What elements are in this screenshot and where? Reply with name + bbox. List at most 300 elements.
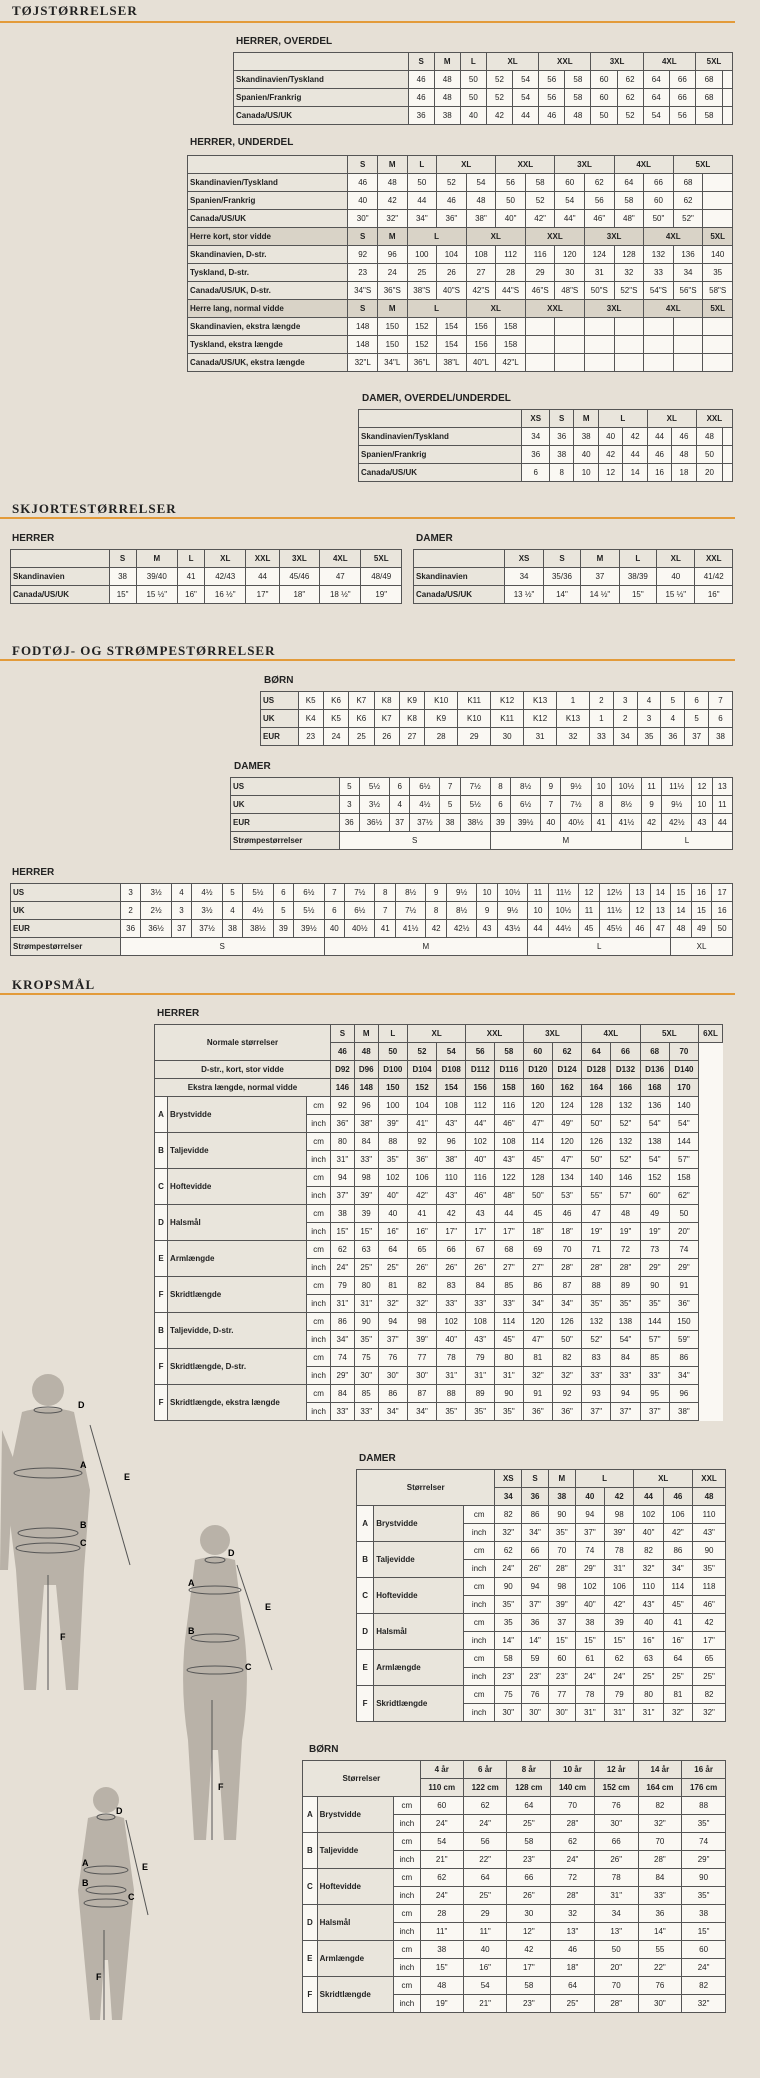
table-cell: 108: [495, 1133, 524, 1151]
table-cell: 58: [614, 192, 644, 210]
table-cell: 84: [611, 1349, 640, 1367]
table-cell: 1: [557, 692, 590, 710]
table-cell: 150: [377, 336, 407, 354]
table-cell: 34": [378, 1403, 407, 1421]
table-cell: 13 ½": [505, 586, 543, 604]
table-cell: 34"L: [377, 354, 407, 372]
table-cell: 23: [298, 728, 323, 746]
table-cell: 93: [582, 1385, 611, 1403]
measure-letter: B: [155, 1313, 168, 1349]
measure-label: Taljevidde: [317, 1833, 393, 1869]
table-cell: 96: [354, 1097, 378, 1115]
table-cell: 23": [522, 1668, 549, 1686]
table-cell: 32"L: [348, 354, 378, 372]
table-cell: 38: [575, 1614, 604, 1632]
man-silhouette-icon: [0, 1374, 90, 1690]
table-cell: 70: [594, 1977, 638, 1995]
table-cell: 8½: [395, 884, 425, 902]
table-cell: 57": [669, 1151, 698, 1169]
table-cell: 7: [440, 778, 460, 796]
size-header: L: [575, 1470, 634, 1488]
table-cell: 16": [378, 1223, 407, 1241]
table-cell: 28": [611, 1259, 640, 1277]
figure-letter-a: A: [80, 1460, 87, 1470]
table-cell: 45": [663, 1596, 692, 1614]
table-cell: 5: [440, 796, 460, 814]
row-label: Canada/US/UK: [414, 586, 505, 604]
table-header-cell: [414, 550, 505, 568]
size-header: XXL: [496, 156, 555, 174]
size-header: XL: [647, 410, 696, 428]
table-cell: 56: [463, 1833, 507, 1851]
table-cell: 92: [407, 1133, 436, 1151]
table-title-men-bottom: HERRER, UNDERDEL: [190, 137, 294, 148]
table-cell: 39/40: [136, 568, 177, 586]
size-value: 54: [437, 1043, 466, 1061]
table-cell: 64: [614, 174, 644, 192]
table-cell: 126: [582, 1133, 611, 1151]
table-cell: 42": [407, 1187, 436, 1205]
table-cell: K10: [425, 692, 458, 710]
table-row: [414, 550, 733, 568]
table-cell: 42"L: [496, 354, 526, 372]
unit-label: cm: [393, 1905, 420, 1923]
table-cell: 35": [354, 1331, 378, 1349]
table-cell: 40: [634, 1614, 663, 1632]
table-cell: 98: [548, 1578, 575, 1596]
table-cell: 48: [611, 1205, 640, 1223]
table-cell: [525, 318, 555, 336]
table-cell: 48: [420, 1977, 463, 1995]
table-cell: 85: [495, 1277, 524, 1295]
table-row: [303, 1941, 726, 1959]
table-cell: 5: [222, 884, 243, 902]
size-header: XXL: [246, 550, 279, 568]
table-cell: 100: [407, 246, 437, 264]
table-cell: K6: [349, 710, 374, 728]
table-cell: 120: [552, 1133, 581, 1151]
table-cell: 68: [673, 174, 703, 192]
table-cell: 24": [420, 1815, 463, 1833]
table-cell: 2: [589, 692, 613, 710]
row-label: Spanien/Frankrig: [188, 192, 348, 210]
table-cell: 40½: [345, 920, 375, 938]
body-women-table: [356, 1469, 726, 1722]
table-cell: 37: [685, 728, 709, 746]
table-cell: 46: [672, 428, 696, 446]
size-header: M: [574, 410, 598, 428]
table-cell: 15: [671, 884, 692, 902]
table-cell: 37": [522, 1596, 549, 1614]
table-cell: 46": [466, 1187, 495, 1205]
measure-label: Hoftevidde: [374, 1578, 464, 1614]
table-cell: 49: [640, 1205, 669, 1223]
table-cell: 48: [671, 920, 692, 938]
table-cell: 128: [614, 246, 644, 264]
table-title-body-men: HERRER: [157, 1008, 200, 1019]
table-cell: 58: [507, 1977, 551, 1995]
measure-label: Halsmål: [374, 1614, 464, 1650]
table-cell: 11": [420, 1923, 463, 1941]
table-cell: 106: [663, 1506, 692, 1524]
table-cell: 62: [617, 89, 643, 107]
table-cell: 70: [548, 1542, 575, 1560]
table-cell: 84: [354, 1133, 378, 1151]
table-cell: 114: [495, 1313, 524, 1331]
figure-letter-f: F: [218, 1782, 224, 1792]
table-cell: 35": [466, 1403, 495, 1421]
size-value: 42: [605, 1488, 634, 1506]
table-cell: 2½: [141, 902, 171, 920]
table-title-shoes-kids: BØRN: [264, 675, 294, 686]
table-cell: 77: [407, 1349, 436, 1367]
measure-letter: E: [303, 1941, 318, 1977]
size-header: 4XL: [644, 300, 703, 318]
table-cell: 25": [507, 1815, 551, 1833]
size-value: 160: [523, 1079, 552, 1097]
table-cell: 48: [672, 446, 696, 464]
table-cell: 158: [496, 336, 526, 354]
table-row: [155, 1061, 723, 1079]
table-row: [11, 902, 733, 920]
table-cell: 16": [407, 1223, 436, 1241]
table-cell: 27": [523, 1259, 552, 1277]
table-cell: 54": [669, 1115, 698, 1133]
table-cell: 37": [378, 1331, 407, 1349]
table-cell: 35": [640, 1295, 669, 1313]
table-cell: 30: [507, 1905, 551, 1923]
row-label: Tyskland, D-str.: [188, 264, 348, 282]
table-cell: 56: [585, 192, 615, 210]
table-cell: [703, 174, 733, 192]
sock-size: S: [120, 938, 324, 956]
table-cell: 40: [541, 814, 561, 832]
table-cell: 54": [611, 1331, 640, 1349]
table-cell: 25": [551, 1995, 595, 2013]
table-cell: 82: [682, 1977, 726, 1995]
table-cell: 84: [638, 1869, 682, 1887]
size-value: 168: [640, 1079, 669, 1097]
table-cell: 32": [378, 1295, 407, 1313]
table-cell: 6½: [294, 884, 324, 902]
table-cell: 18: [672, 464, 696, 482]
sock-size: M: [490, 832, 641, 850]
table-cell: 36": [437, 210, 467, 228]
table-cell: 36": [407, 1151, 436, 1169]
size-header: 5XL: [703, 300, 733, 318]
size-value: D116: [495, 1061, 524, 1079]
size-header: XXL: [696, 410, 732, 428]
table-cell: 36: [120, 920, 141, 938]
size-header: L: [619, 550, 656, 568]
measure-letter: F: [357, 1686, 374, 1722]
table-cell: 65: [407, 1241, 436, 1259]
table-cell: 32": [693, 1704, 726, 1722]
size-value: 60: [523, 1043, 552, 1061]
table-row: [357, 1686, 726, 1704]
measure-letter: D: [357, 1614, 374, 1650]
unit-label: cm: [393, 1977, 420, 1995]
table-cell: 60: [555, 174, 585, 192]
measure-label: Taljevidde: [374, 1542, 464, 1578]
table-cell: 15": [575, 1632, 604, 1650]
table-cell: 37: [171, 920, 192, 938]
table-cell: 56: [539, 71, 565, 89]
table-cell: 156: [466, 336, 496, 354]
table-cell: 88: [582, 1277, 611, 1295]
table-cell: 114: [523, 1133, 552, 1151]
figure-letter-a: A: [82, 1858, 89, 1868]
table-cell: 36"S: [377, 282, 407, 300]
table-cell: 48: [565, 107, 591, 125]
table-cell: 152: [407, 318, 437, 336]
table-cell: 56"S: [673, 282, 703, 300]
size-value: 156: [466, 1079, 495, 1097]
table-cell: 136: [673, 246, 703, 264]
row-label: Canada/US/UK: [359, 464, 522, 482]
table-header-cell: [11, 550, 110, 568]
table-cell: 96: [377, 246, 407, 264]
size-header: M: [581, 550, 619, 568]
table-cell: 21": [463, 1995, 507, 2013]
table-cell: 42": [663, 1524, 692, 1542]
table-cell: 12: [579, 884, 600, 902]
table-cell: 62: [463, 1797, 507, 1815]
table-cell: 4½: [243, 902, 273, 920]
table-cell: 9½: [446, 884, 476, 902]
measure-letter: E: [357, 1650, 374, 1686]
table-cell: [703, 354, 733, 372]
table-cell: 80: [354, 1277, 378, 1295]
table-cell: 36: [522, 446, 550, 464]
table-cell: 41½: [395, 920, 425, 938]
table-header-cell: [234, 53, 409, 71]
table-cell: 50: [407, 174, 437, 192]
table-cell: 37": [330, 1187, 354, 1205]
table-cell: 31": [354, 1295, 378, 1313]
row-label: US: [231, 778, 340, 796]
size-header: M: [377, 156, 407, 174]
table-cell: 46: [552, 1205, 581, 1223]
table-cell: 26": [594, 1851, 638, 1869]
measure-letter: D: [155, 1205, 168, 1241]
table-cell: [723, 446, 733, 464]
table-cell: 64: [643, 71, 669, 89]
table-cell: 4: [661, 710, 685, 728]
table-cell: 10: [591, 778, 611, 796]
size-header: 14 år: [638, 1761, 682, 1779]
size-header: XXL: [525, 300, 584, 318]
table-cell: 33": [466, 1295, 495, 1313]
table-cell: 38: [682, 1905, 726, 1923]
table-cell: 31": [495, 1367, 524, 1385]
table-cell: 33": [354, 1151, 378, 1169]
table-cell: 19": [611, 1223, 640, 1241]
table-cell: 10: [692, 796, 712, 814]
figure-letter-c: C: [245, 1662, 252, 1672]
table-row: [303, 1905, 726, 1923]
table-cell: 58"S: [703, 282, 733, 300]
table-cell: 34": [407, 210, 437, 228]
table-cell: 50: [712, 920, 733, 938]
table-cell: 66: [669, 89, 695, 107]
table-cell: 72: [551, 1869, 595, 1887]
table-cell: 46: [408, 89, 434, 107]
table-cell: [673, 336, 703, 354]
row-label: Skandinavien: [414, 568, 505, 586]
table-cell: 60: [420, 1797, 463, 1815]
table-cell: 17": [507, 1959, 551, 1977]
table-cell: 35: [703, 264, 733, 282]
table-cell: 104: [437, 246, 467, 264]
measure-label: Brystvidde: [374, 1506, 464, 1542]
table-cell: 54: [513, 71, 539, 89]
table-cell: 90: [495, 1385, 524, 1403]
section-divider: [0, 21, 735, 23]
table-cell: 26: [437, 264, 467, 282]
table-cell: 56: [669, 107, 695, 125]
table-row: [188, 336, 733, 354]
table-cell: 46: [437, 192, 467, 210]
table-cell: 47: [582, 1205, 611, 1223]
table-cell: 88: [682, 1797, 726, 1815]
table-cell: 5½: [243, 884, 273, 902]
table-row: [234, 107, 733, 125]
table-cell: 75: [495, 1686, 522, 1704]
unit-label: inch: [307, 1223, 331, 1241]
table-cell: 9½: [497, 902, 527, 920]
table-cell: 35": [693, 1560, 726, 1578]
table-cell: 31: [524, 728, 557, 746]
table-cell: 42: [693, 1614, 726, 1632]
table-cell: 35": [682, 1815, 726, 1833]
size-header: S: [348, 156, 378, 174]
size-value: D108: [437, 1061, 466, 1079]
table-cell: 65: [693, 1650, 726, 1668]
table-cell: 34": [663, 1560, 692, 1578]
table-cell: 124: [552, 1097, 581, 1115]
table-cell: 70: [551, 1797, 595, 1815]
table-cell: 28": [582, 1259, 611, 1277]
table-cell: 39: [354, 1205, 378, 1223]
shirts-women-table: [413, 549, 733, 604]
table-cell: 102: [466, 1133, 495, 1151]
table-cell: 152: [640, 1169, 669, 1187]
section-title-footwear: FODTØJ- OG STRØMPESTØRRELSER: [12, 643, 276, 658]
table-cell: 40: [324, 920, 345, 938]
size-value: 68: [640, 1043, 669, 1061]
table-cell: 14": [638, 1923, 682, 1941]
table-row: [357, 1542, 726, 1560]
table-cell: 43: [692, 814, 712, 832]
size-value: D124: [552, 1061, 581, 1079]
table-cell: [723, 107, 733, 125]
table-row: [155, 1169, 723, 1187]
measure-letter: C: [303, 1869, 318, 1905]
table-cell: 34: [505, 568, 543, 586]
table-row: [303, 1833, 726, 1851]
table-cell: 108: [437, 1097, 466, 1115]
table-title-women-top: DAMER, OVERDEL/UNDERDEL: [362, 393, 511, 404]
table-cell: 62: [330, 1241, 354, 1259]
unit-label: inch: [393, 1923, 420, 1941]
table-cell: 50: [591, 107, 617, 125]
table-cell: 38: [434, 107, 460, 125]
table-cell: 48: [434, 89, 460, 107]
unit-label: inch: [463, 1668, 494, 1686]
measure-label: Armlængde: [317, 1941, 393, 1977]
table-cell: 102: [634, 1506, 663, 1524]
row-label: Skandinavien/Tyskland: [359, 428, 522, 446]
size-header: L: [407, 156, 437, 174]
table-cell: 106: [407, 1169, 436, 1187]
table-cell: 11½: [548, 884, 578, 902]
figure-letter-b: B: [82, 1878, 89, 1888]
size-value: 52: [407, 1043, 436, 1061]
size-value: D132: [611, 1061, 640, 1079]
table-cell: 38"S: [407, 282, 437, 300]
table-row: [303, 1869, 726, 1887]
row-label: UK: [11, 902, 121, 920]
table-cell: 90: [640, 1277, 669, 1295]
table-cell: 150: [377, 318, 407, 336]
unit-label: inch: [393, 1815, 420, 1833]
table-cell: 41: [178, 568, 205, 586]
size-header: S: [109, 550, 136, 568]
body-measurement-figures: [0, 1370, 360, 2030]
table-cell: 120: [523, 1313, 552, 1331]
table-cell: 32": [523, 1367, 552, 1385]
table-cell: 62: [585, 174, 615, 192]
table-cell: 90: [495, 1578, 522, 1596]
unit-label: inch: [307, 1367, 331, 1385]
table-cell: 28: [425, 728, 458, 746]
size-value: 66: [611, 1043, 640, 1061]
size-header: XXL: [693, 1470, 726, 1488]
table-cell: 94: [575, 1506, 604, 1524]
unit-label: inch: [307, 1259, 331, 1277]
table-cell: 73: [640, 1241, 669, 1259]
table-row: [231, 814, 733, 832]
table-cell: 116: [525, 246, 555, 264]
table-cell: 3: [637, 710, 661, 728]
table-cell: 74: [682, 1833, 726, 1851]
table-cell: 5½: [359, 778, 389, 796]
table-cell: 14: [623, 464, 647, 482]
table-cell: 32": [377, 210, 407, 228]
table-cell: 40"L: [466, 354, 496, 372]
table-cell: 42: [377, 192, 407, 210]
size-header: S: [522, 1470, 549, 1488]
table-cell: [585, 336, 615, 354]
size-header: 3XL: [591, 53, 643, 71]
size-value: 162: [552, 1079, 581, 1097]
table-cell: 41: [375, 920, 396, 938]
row-group-label: Herre kort, stor vidde: [188, 228, 348, 246]
size-value: 170: [669, 1079, 698, 1097]
figure-letter-b: B: [188, 1626, 195, 1636]
table-cell: 46"S: [525, 282, 555, 300]
row-label: Skandinavien: [11, 568, 110, 586]
table-cell: 76: [522, 1686, 549, 1704]
table-cell: 60: [682, 1941, 726, 1959]
table-cell: 45½: [599, 920, 629, 938]
table-cell: 44: [246, 568, 279, 586]
table-cell: 37: [581, 568, 619, 586]
table-cell: 5: [339, 778, 359, 796]
table-cell: 35": [495, 1596, 522, 1614]
row-label: Canada/US/UK, ekstra længde: [188, 354, 348, 372]
